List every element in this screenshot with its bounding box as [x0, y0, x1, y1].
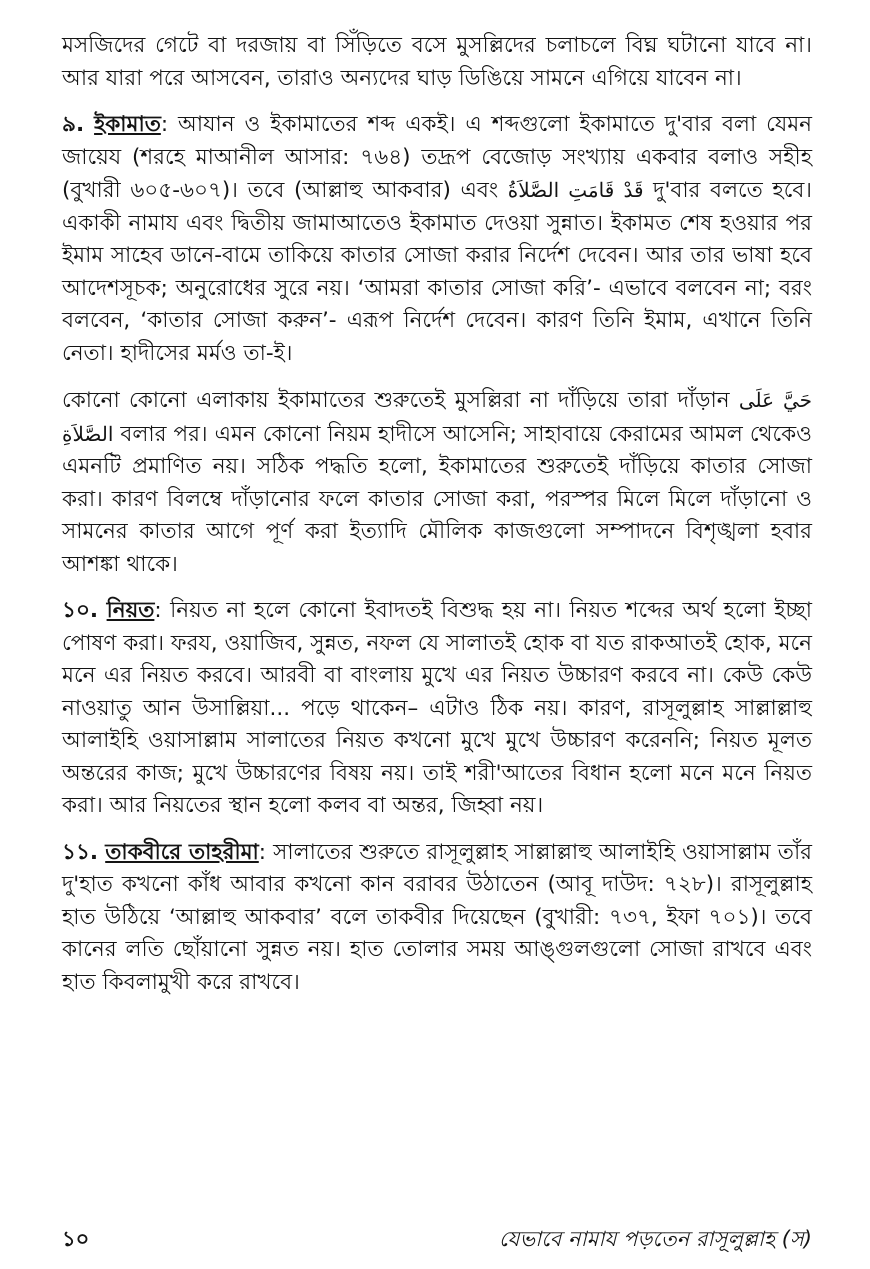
section-number: ৯. — [62, 112, 85, 137]
section-heading: ইকামাত — [94, 112, 161, 137]
paragraph-intro — [62, 30, 812, 95]
paragraph-text: : আযান ও ইকামাতের শব্দ একই। এ শব্দগুলো ইকামাতে দু'বার বলা যেমন জায়েয (শরহে মাআনীল আসার: ৭৬৪) তদ্রূপ বেজোড় সংখ্যায় একবার বলাও সহীহ (বুখারী ৬০৫-৬০৭)। তবে (আল্লাহু আকবার) এবং — [62, 112, 813, 203]
book-title: যেভাবে নামায পড়তেন রাসূলুল্লাহ (স) — [498, 1227, 812, 1251]
paragraph-text-continued: দু'বার বলতে হবে। একাকী নামায এবং দ্বিতীয় জামাআতেও ইকামাত দেওয়া সুন্নাত। ইকামত শেষ হওয়ার পর ইমাম সাহেব ডানে-বামে তাকিয়ে কাতার সোজা করার নির্দেশ দেবেন। আর তার ভাষা হবে আদেশসূচক; অনুরোধের সুরে নয়। ‘আমরা কাতার সোজা করি’- এভাবে বলবেন না; বরং বলবেন, ‘কাতার সোজা করুন’- এরূপ নির্দেশ দেবেন। কারণ তিনি ইমাম, এখানে তিনি নেতা। হাদীসের মর্মও তা-ই। — [62, 178, 812, 366]
page-number: ১০ — [62, 1227, 90, 1251]
paragraph-text: কোনো কোনো এলাকায় ইকামাতের শুরুতেই মুসল্লিরা না দাঁড়িয়ে তারা দাঁড়ান — [62, 388, 739, 413]
arabic-phrase: قَدْ قَامَتِ الصَّلاَةُ — [507, 178, 644, 202]
section-heading: তাকবীরে তাহরীমা — [105, 839, 259, 865]
paragraph-iqamat — [62, 109, 812, 370]
paragraph-takbir — [62, 837, 812, 1000]
paragraph-text: : নিয়ত না হলে কোনো ইবাদতই বিশুদ্ধ হয় না। নিয়ত শব্দের অর্থ হলো ইচ্ছা পোষণ করা। ফরয, ওয়াজিব, সুন্নত, নফল যে সালাতই হোক বা যত রাকআতই হোক, মনে মনে এর নিয়ত করবে। আরবী বা বাংলায় মুখে এর নিয়ত উচ্চারণ করবে না। কেউ কেউ নাওয়াতু আন উসাল্লিয়া... পড়ে থাকেন– এটাও ঠিক নয়। কারণ, রাসূলুল্লাহ সাল্লাল্লাহু আলাইহি ওয়াসাল্লাম সালাতের নিয়ত কখনো মুখে মুখে উচ্চারণ করেননি; নিয়ত মূলত অন্তরের কাজ; মুখে উচ্চারণের বিষয় নয়। তাই শরী'আতের বিধান হলো মনে মনে নিয়ত করা। আর নিয়তের স্থান হলো কলব বা অন্তর, জিহ্বা নয়। — [62, 598, 812, 818]
section-heading: নিয়ত — [106, 598, 155, 623]
paragraph-iqamat-standing — [62, 384, 812, 581]
section-number: ১১. — [62, 839, 99, 865]
page-body — [62, 30, 812, 1013]
paragraph-text: মসজিদের গেটে বা দরজায় বা সিঁড়িতে বসে মুসল্লিদের চলাচলে বিঘ্ন ঘটানো যাবে না। আর যারা পরে আসবেন, তারাও অন্যদের ঘাড় ডিঙিয়ে সামনে এগিয়ে যাবেন না। — [62, 33, 812, 91]
arabic-phrase: حَيَّ عَلَى الصَّلاَةِ — [62, 388, 813, 446]
paragraph-text-continued: বলার পর। এমন কোনো নিয়ম হাদীসে আসেনি; সাহাবায়ে কেরামের আমল থেকেও এমনটি প্রমাণিত নয়। সঠিক পদ্ধতি হলো, ইকামাতের শুরুতেই দাঁড়িয়ে কাতার সোজা করা। কারণ বিলম্বে দাঁড়ানোর ফলে কাতার সোজা করা, পরস্পর মিলে মিলে দাঁড়ানো ও সামনের কাতার আগে পূর্ণ করা ইত্যাদি মৌলিক কাজগুলো সম্পাদনে বিশৃঙ্খলা হবার আশঙ্কা থাকে। — [62, 421, 812, 577]
paragraph-text: : সালাতের শুরুতে রাসূলুল্লাহ সাল্লাল্লাহু আলাইহি ওয়াসাল্লাম তাঁর দু'হাত কখনো কাঁধ আবার কখনো কান বরাবর উঠাতেন (আবূ দাউদ: ৭২৮)। রাসূলুল্লাহ হাত উঠিয়ে ‘আল্লাহু আকবার’ বলে তাকবীর দিয়েছেন (বুখারী: ৭৩৭, ইফা ৭০১)। তবে কানের লতি ছোঁয়ানো সুন্নত নয়। হাত তোলার সময় আঙ্গুলগুলো সোজা রাখবে এবং হাত কিবলামুখী করে রাখবে। — [62, 839, 812, 995]
section-number: ১০. — [62, 598, 99, 623]
paragraph-niyyat — [62, 595, 812, 823]
